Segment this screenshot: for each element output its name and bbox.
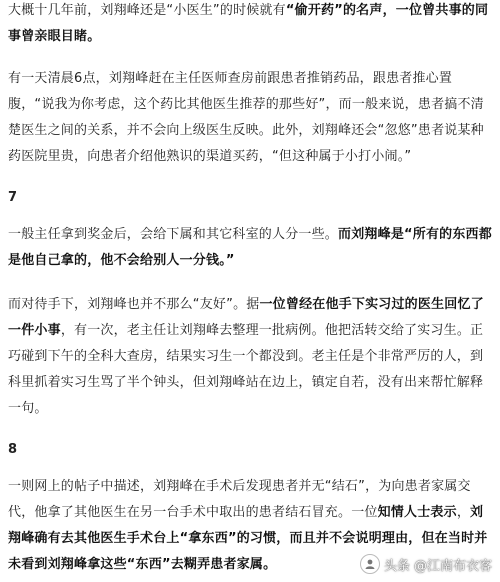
paragraph-3: [8, 222, 496, 274]
paragraph-5-text-a: 一则网上的帖子中描述，刘翔峰在手术后发现患者并无“结石”，为向患者家属交代，他拿了其他医生在另一台手术中取出的患者结石冒充。一位: [8, 479, 471, 520]
paragraph-5-bold-b: 刘翔峰确有去其他医生手术台上“拿东西”的习惯，而且并不会说明理由，但在当时并未看到刘翔峰拿这些“东西”去糊弄患者家属。: [8, 505, 488, 572]
paragraph-2: 有一天清晨6点，刘翔峰赶在主任医师查房前跟患者推销药品，跟患者推心置腹，“说我为你考虑，这个药比其他医生推荐的那些好”，而一般来说，患者搞不清楚医生之间的关系，并不会向上级医生反映。此外，刘翔峰还会“忽悠”患者说某种药医院里贵，向患者介绍他熟识的渠道买药，“但这种属于小打小闹。”: [8, 71, 484, 164]
paragraph-5-bold-a: 知情人士表示: [377, 505, 457, 520]
paragraph-3-bold: 而刘翔峰是“所有的东西都是他自己拿的，他不会给别人一分钱。”: [8, 227, 492, 268]
avatar-icon: [360, 554, 380, 574]
paragraph-4-bold: 一位曾经在他手下实习过的医生回忆了一件小事: [8, 297, 484, 338]
paragraph-1-text: 大概十几年前，刘翔峰还是“小医生”的时候就有: [8, 3, 286, 18]
paragraph-4-text-b: ，有一次，老主任让刘翔峰去整理一批病例。他把活转交给了实习生。正巧碰到下午的全科大查房，结果实习生一个都没到。老主任是个非常严厉的人，到科里抓着实习生骂了半个钟头，但刘翔峰站在边上，镇定自若，没有出来帮忙解释一句。: [8, 323, 484, 416]
paragraph-4-text-a: 而对待手下，刘翔峰也并不那么“友好”。据: [8, 297, 260, 312]
avatar-glyph-icon: [364, 558, 376, 570]
watermark: [360, 554, 492, 574]
paragraph-4: [8, 292, 496, 422]
article-body: [8, 0, 496, 578]
paragraph-5-text-b: ，: [456, 505, 471, 520]
watermark-text: 头条 @江南布衣客: [383, 558, 492, 574]
section-number-8: 8: [8, 442, 18, 457]
paragraph-3-text: 一般主任拿到奖金后，会给下属和其它科室的人分一些。: [8, 227, 339, 242]
paragraph-1-bold: “偷开药”的名声，一位曾共事的同事曾亲眼目睹。: [8, 3, 489, 44]
section-number-7: 7: [8, 190, 18, 205]
paragraph-1: [8, 0, 496, 50]
